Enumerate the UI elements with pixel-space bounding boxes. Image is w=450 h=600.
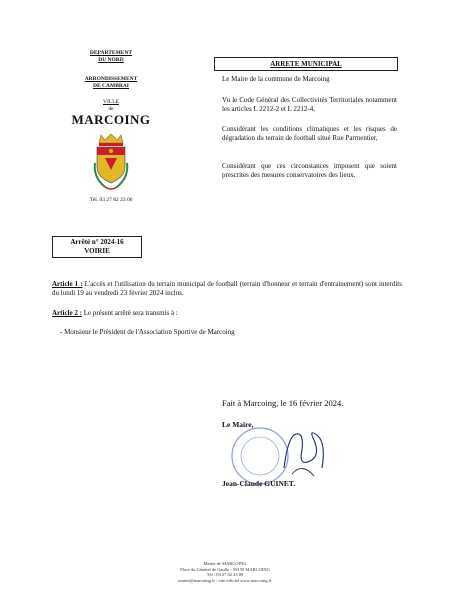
- article-2: [52, 309, 402, 318]
- city-name: MARCOING: [71, 112, 151, 127]
- article-2-label: Article 2 :: [52, 309, 82, 317]
- arrondissement-line-2: DE CAMBRAI: [93, 82, 129, 89]
- coat-of-arms-icon: [91, 133, 131, 195]
- arrete-number-box: [52, 236, 142, 258]
- article-2-text: Le présent arrêté sera transmis à :: [81, 309, 178, 317]
- letterhead: [52, 50, 170, 204]
- article-2-recipient: - Monsieur le Président de l'Association Sportive de Marcoing: [60, 328, 235, 336]
- article-1-text: L'accès et l'utilisation du terrain municipal de football (terrain d'honneur et terrain d'entrainement) sont interdits du lundi 19 au vendredi 23 février 2024 inclus.: [52, 280, 402, 297]
- article-1: [52, 280, 402, 298]
- preamble-considerant-1: Considérant les conditions climatiques et les risques de dégradation du terrain de football situé Rue Parmentier,: [222, 125, 397, 142]
- footer-line-3: Tél : 03 27 82 23 00: [206, 572, 244, 577]
- arrete-category: VOIRIE: [84, 247, 110, 255]
- preamble-maire: Le Maire de la commune de Marcoing: [222, 75, 330, 83]
- mayor-title: Le Maire,: [222, 420, 254, 429]
- ville-label: VILLE: [103, 99, 119, 105]
- document-title: ARRETE MUNICIPAL: [214, 57, 398, 71]
- department-line-2: DU NORD: [98, 56, 124, 63]
- footer: [150, 561, 300, 583]
- mayor-name: Jean-Claude GUINET.: [222, 479, 296, 488]
- preamble-vu: Vu le Code Général des Collectivités Territoriales notamment les articles L 2212-2 et L 2212-4,: [222, 96, 397, 113]
- department-line-1: DEPARTEMENT: [89, 50, 133, 56]
- articles-section: [52, 280, 402, 348]
- arrondissement-label: [52, 76, 170, 89]
- phone-number: Tél. 03 27 82 23 00: [89, 197, 133, 203]
- article-1-label: Article 1 :: [52, 280, 83, 288]
- footer-line-2: Place du Général de Gaulle - 59159 MARCOING: [180, 566, 270, 572]
- arrondissement-line-1: ARRONDISSEMENT: [84, 76, 138, 82]
- signature-date: Fait à Marcoing, le 16 février 2024.: [222, 398, 344, 408]
- department-label: [52, 50, 170, 63]
- arrete-number: Arrêté n° 2024-16: [70, 238, 124, 246]
- footer-line-4: mairie@marcoing.fr - site officiel www.marcoing.fr: [178, 577, 272, 583]
- de-label: de: [108, 105, 114, 112]
- footer-line-1: Mairie de MARCOING: [203, 561, 247, 566]
- preamble-considerant-2: Considérant que ces circonstances imposent que soient prescrites des mesures conservatoires des lieux.: [222, 162, 397, 179]
